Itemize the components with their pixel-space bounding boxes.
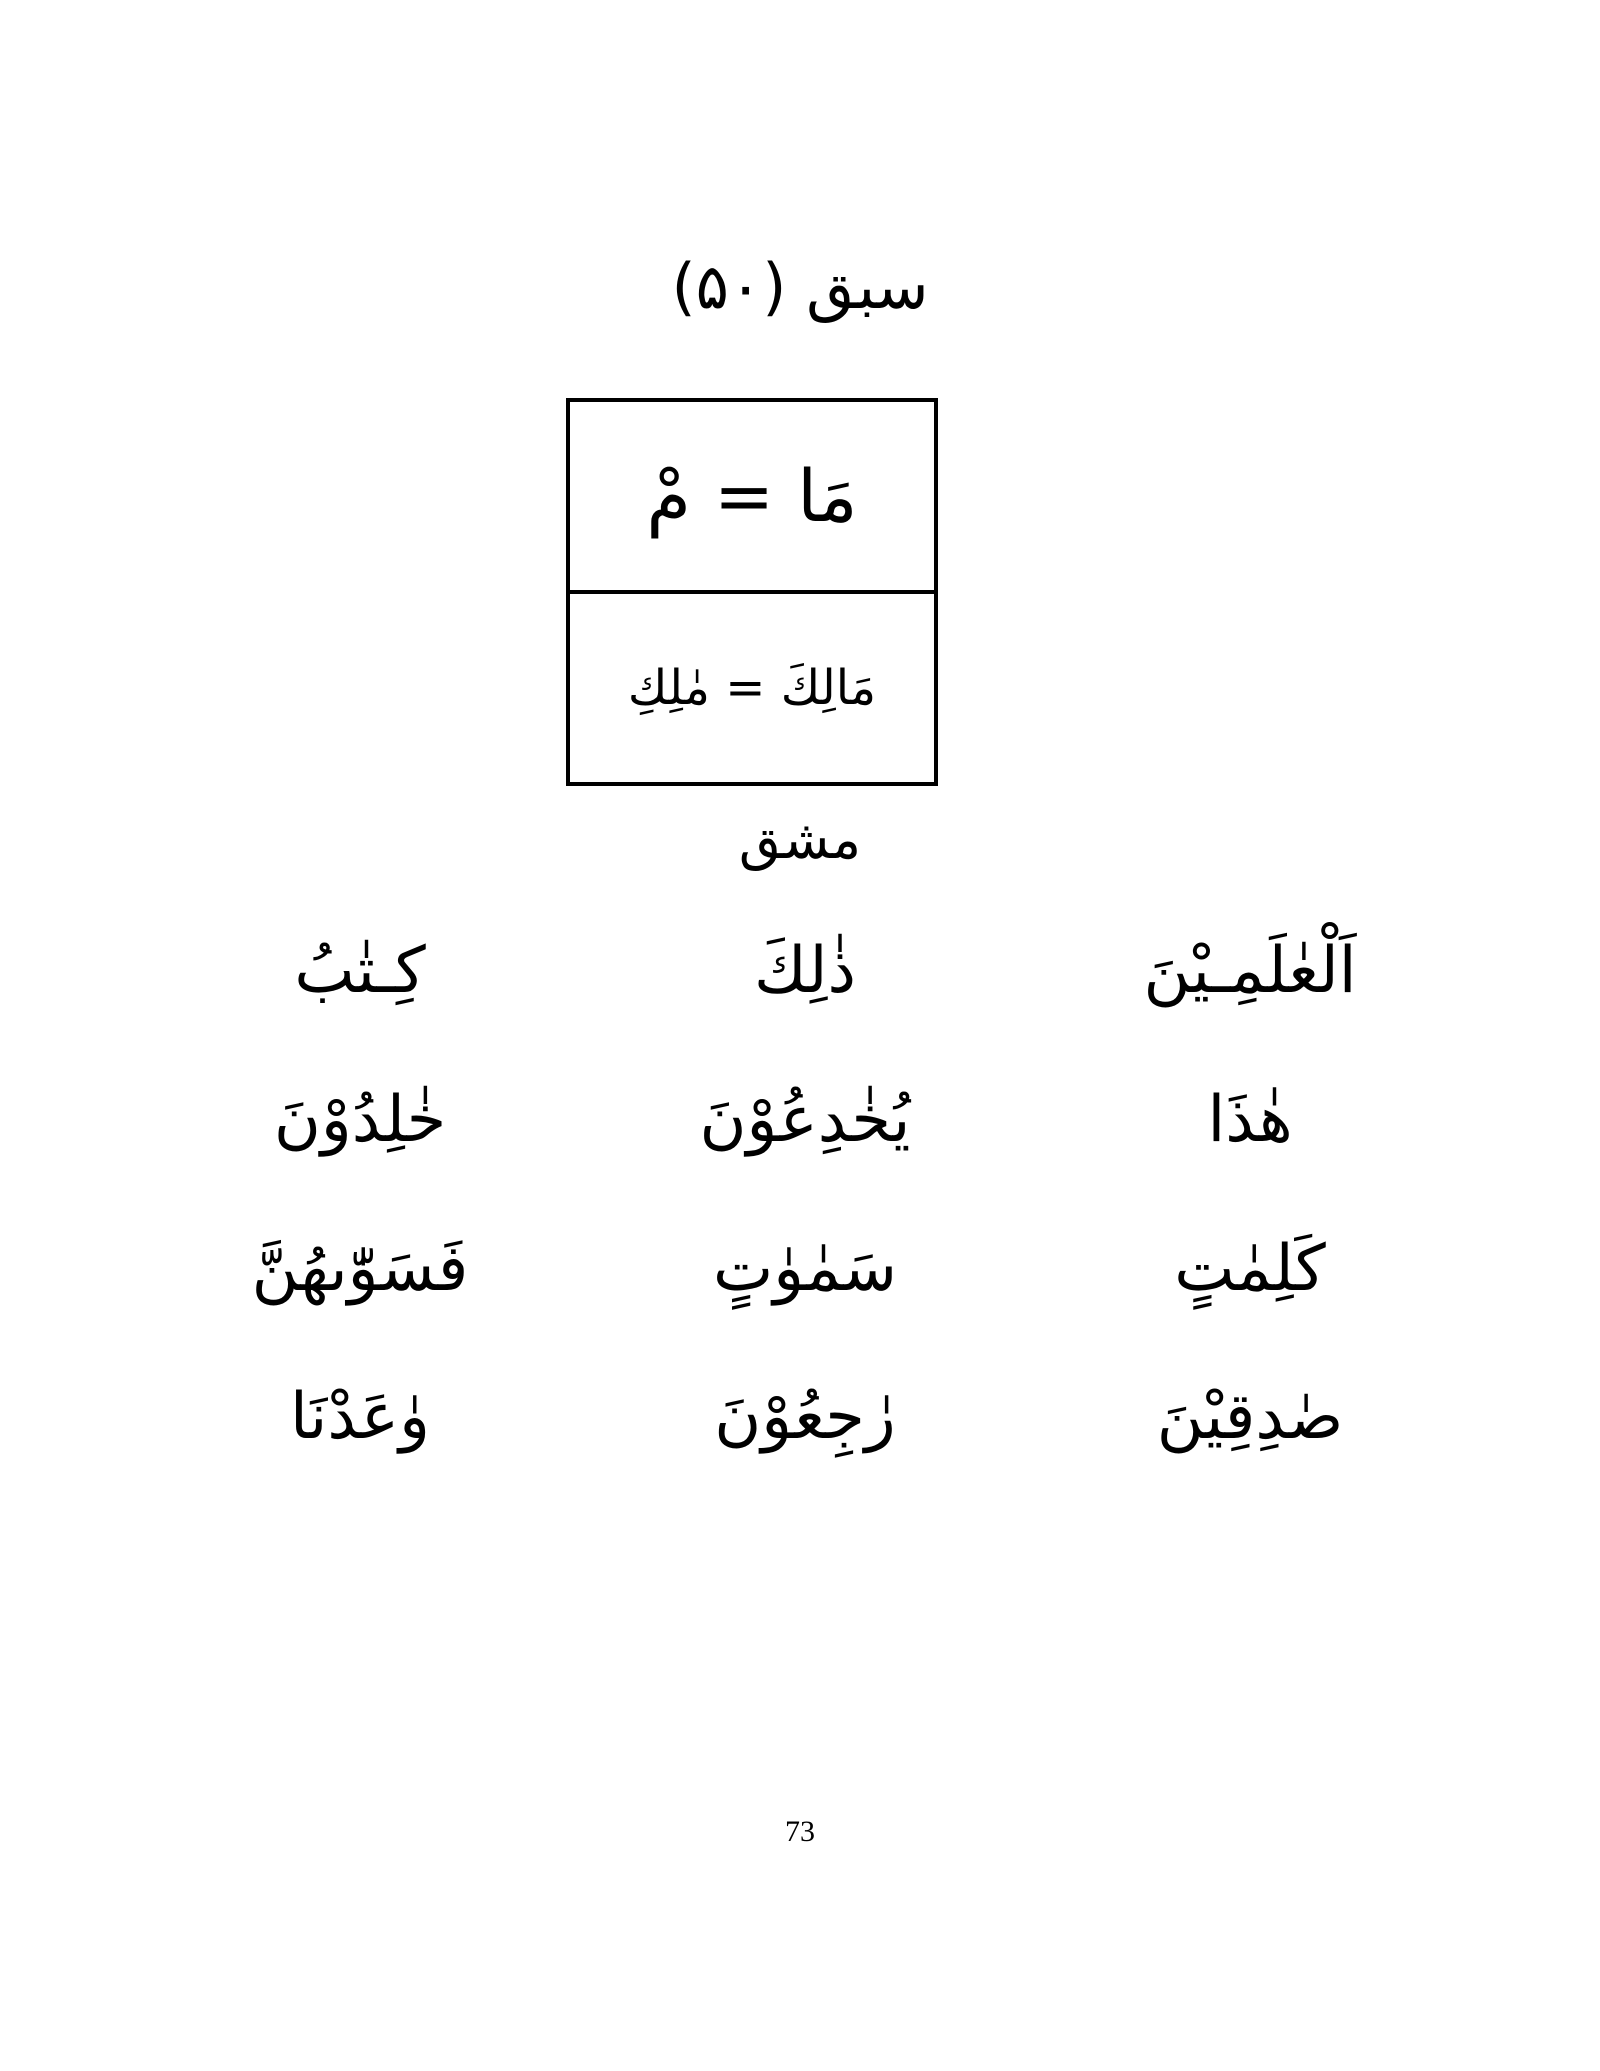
rule-box bbox=[566, 398, 938, 786]
page-number: 73 bbox=[785, 1815, 815, 1848]
practice-heading: مشق bbox=[738, 808, 862, 871]
rule-box-bottom-row bbox=[570, 594, 934, 782]
practice-word: ذٰلِكَ bbox=[754, 934, 856, 1008]
practice-word: هٰذَا bbox=[1207, 1082, 1293, 1157]
practice-word: فَسَوّٰىهُنَّ bbox=[251, 1231, 469, 1306]
practice-word: خٰلِدُوْنَ bbox=[273, 1082, 447, 1157]
rule-top-text: مَا = مْ bbox=[646, 454, 858, 538]
practice-word: رٰجِعُوْنَ bbox=[714, 1380, 896, 1455]
practice-word: كَلِمٰتٍ bbox=[1174, 1231, 1326, 1306]
practice-word: اَلْعٰلَمِـيْنَ bbox=[1143, 934, 1357, 1008]
word-row bbox=[210, 1223, 1400, 1316]
practice-word: كِـتٰبُ bbox=[294, 934, 426, 1008]
practice-word: وٰعَدْنَا bbox=[290, 1380, 430, 1455]
word-row bbox=[210, 925, 1400, 1018]
lesson-title: سبق (۵۰) bbox=[671, 250, 929, 323]
practice-word: سَمٰوٰتٍ bbox=[713, 1231, 897, 1306]
practice-word: صٰدِقِيْنَ bbox=[1156, 1380, 1344, 1455]
practice-word-grid bbox=[210, 925, 1400, 1520]
word-row bbox=[210, 1371, 1400, 1464]
rule-box-top-row bbox=[570, 402, 934, 594]
rule-bottom-example: مَالِكَ = مٰلِكِ bbox=[627, 660, 877, 716]
word-row bbox=[210, 1074, 1400, 1167]
practice-word: يُخٰدِعُوْنَ bbox=[699, 1082, 911, 1157]
